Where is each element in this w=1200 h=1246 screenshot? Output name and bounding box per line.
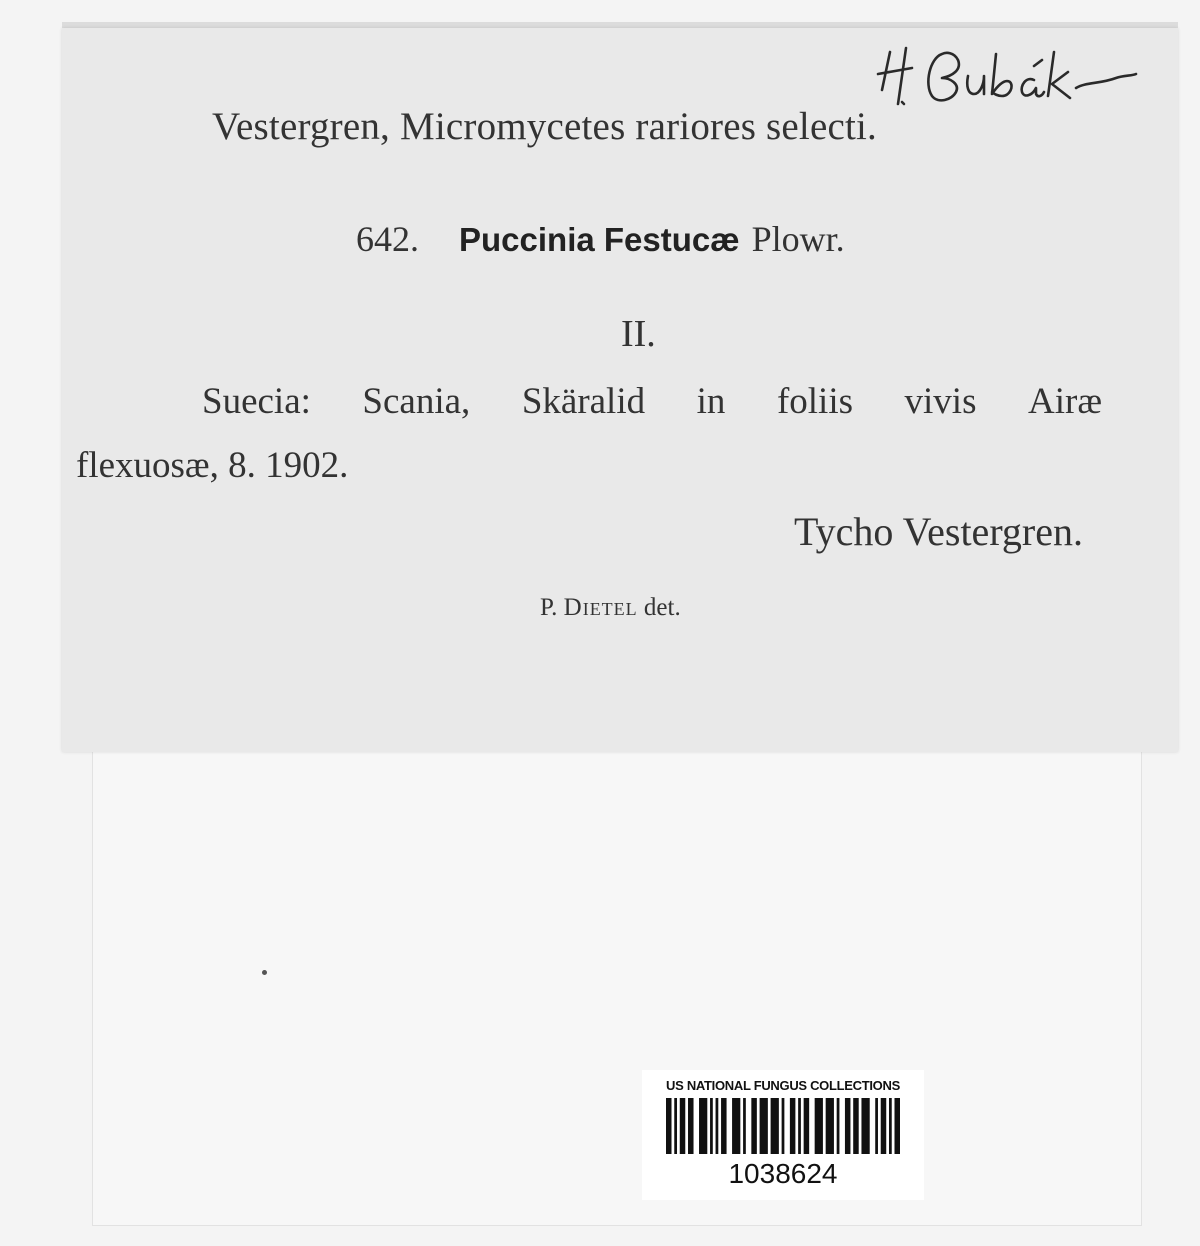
barcode-bar [845, 1098, 851, 1154]
locality-word: in [696, 381, 726, 422]
barcode-bar [721, 1098, 727, 1154]
taxon-author: Plowr. [751, 219, 845, 259]
barcode-bar [861, 1098, 869, 1154]
barcode-bar [760, 1098, 768, 1154]
barcode-bar [798, 1098, 801, 1154]
handwritten-annotation-signature [872, 44, 1142, 114]
determiner-initial: P. [540, 594, 558, 621]
barcode-bar [771, 1098, 779, 1154]
barcode-bar [894, 1098, 900, 1154]
barcode-bar [674, 1098, 677, 1154]
barcode-bar [790, 1098, 796, 1154]
barcode-bar [699, 1098, 707, 1154]
barcode-bar [875, 1098, 878, 1154]
barcode-bar [743, 1098, 746, 1154]
barcode-label [642, 1070, 924, 1200]
catalog-number: 1038624 [728, 1158, 838, 1189]
barcode-bar [666, 1098, 672, 1154]
barcode-bar [680, 1098, 686, 1154]
determiner-suffix: det. [643, 594, 681, 621]
locality-word: foliis [776, 381, 853, 422]
locality-line-2: flexuosæ, 8. 1902. [76, 445, 349, 486]
locality-word: Airæ [1028, 381, 1102, 422]
locality-word: Suecia: [202, 381, 311, 422]
barcode-bar [889, 1098, 892, 1154]
barcode-bar [710, 1098, 713, 1154]
barcode-bar [732, 1098, 740, 1154]
determiner-line [540, 594, 681, 622]
spore-stage: II. [621, 313, 656, 355]
institution-name: US NATIONAL FUNGUS COLLECTIONS [666, 1078, 900, 1093]
taxon-name: Puccinia Festucæ [459, 221, 740, 258]
barcode-bar [804, 1098, 810, 1154]
collector-name: Tycho Vestergren. [794, 509, 1083, 554]
barcode-bar [826, 1098, 834, 1154]
barcode-icon [666, 1098, 900, 1154]
paper-speck [262, 970, 267, 975]
determiner-surname: Dietel [563, 594, 638, 621]
barcode-bar [751, 1098, 757, 1154]
barcode-bar [782, 1098, 785, 1154]
barcode-bar [881, 1098, 887, 1154]
exsiccata-series-title: Vestergren, Micromycetes rariores selecti. [212, 105, 878, 148]
locality-word: Scania, [362, 381, 471, 422]
locality-word: vivis [904, 381, 977, 422]
barcode-bar [815, 1098, 823, 1154]
barcode-bar [716, 1098, 719, 1154]
taxon-line [356, 218, 845, 260]
barcode-bar [853, 1098, 859, 1154]
locality-word: Skäralid [521, 381, 646, 422]
locality-line-1 [202, 380, 1102, 423]
barcode-bar [837, 1098, 840, 1154]
specimen-packet [92, 740, 1142, 1226]
barcode-bar [688, 1098, 694, 1154]
exsiccata-number: 642. [356, 219, 419, 259]
